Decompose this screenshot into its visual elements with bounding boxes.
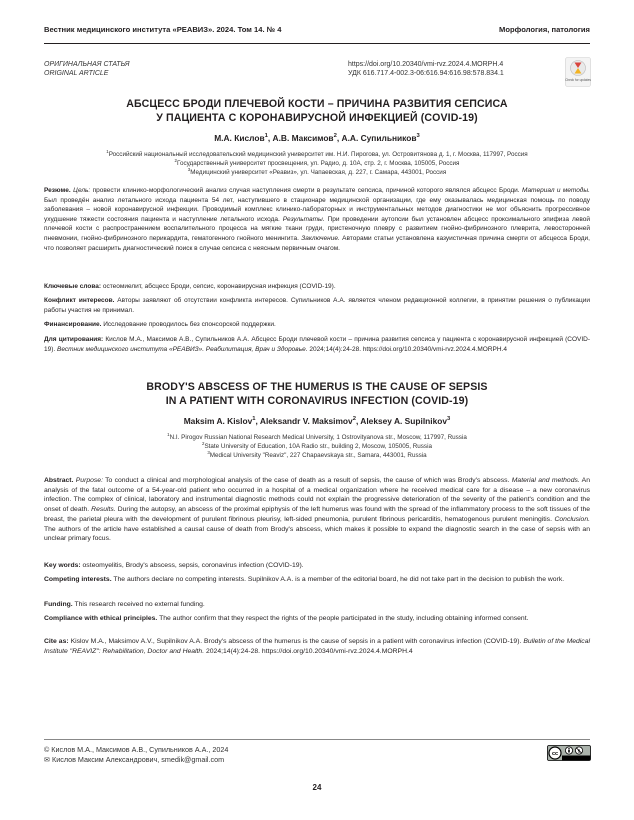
doi-link[interactable]: https://doi.org/10.20340/vmi-rvz.2024.4.MORPH.4 (348, 61, 504, 68)
udc-code: УДК 616.717.4-002.3-06:616.94:616.98:578.834.1 (348, 70, 504, 78)
cc-by-nc-icon[interactable] (547, 745, 591, 761)
author-en-2: Aleksandr V. Maksimov$^2$, (259, 416, 361, 426)
abstract-en-label: Abstract. (44, 477, 74, 484)
abstract-ru-label: Резюме. (44, 187, 71, 194)
title-en-line1: BRODY'S ABSCESS OF THE HUMERUS IS THE CAUSE OF SEPSIS (146, 381, 488, 393)
affiliations-en (44, 431, 590, 460)
author-en-3: Aleksey A. Supilnikov$^3$ (360, 416, 451, 426)
author-en-1: Maksim A. Kislov$^1$, (183, 416, 260, 426)
affiliation-en-1: $^1$N.I. Pirogov Russian National Research Medical University, 1 Ostrovityanova str., Moscow, 117997, Russia (167, 431, 467, 441)
abstract-en: Abstract. Purpose: To conduct a clinical and morphological analysis of the case of death as a result of sepsis, the cause of which was Brody's abscess. Material and methods. An analysis of the fatal outcome of a 54-year-old patient who occurred in a hospital of a medical organization where he received medical care for a disease – a new coronavirus infection. The complex of clinical, laboratory and instrumental diagnostic methods could not explain the progressive deterioration of the severity of the patient's condition and the onset of death. Results. During the autopsy, an abscess of the proximal epiphysis of the left humerus was found with the spread of the inflammatory process to the soft tissues of the breast, the parietal pleura with the development of purulent fibrinous pleurisy, left-sided pneumonia, purulent fibrinous pericarditis, hematogenous purulent meningitis. Conclusion. The authors of the article have established a causal cause of death from Brody's abscess, which makes it possible to expand the diagnostic search in the case of sepsis with an unclear primary focus. (44, 477, 590, 543)
crossmark-label: Check for updates (565, 78, 591, 82)
doi-block (348, 60, 504, 79)
keywords-ru: Ключевые слова: остеомиелит, абсцесс Броди, сепсис, коронавирусная инфекция (COVID-19). (44, 283, 336, 290)
affiliation-en-2: $^2$State University of Education, 10A Radio str., building 2, Moscow, 105005, Russia (202, 440, 432, 450)
affiliation-en-3: $^3$Medical University "Reaviz", 227 Chapaevskaya str., Samara, 443001, Russia (207, 449, 427, 459)
authors-en (44, 416, 590, 426)
header-divider (44, 43, 590, 44)
footer (44, 745, 228, 765)
article-type-ru: ОРИГИНАЛЬНАЯ СТАТЬЯ (44, 61, 130, 68)
abstract-ru: Резюме. Цель: провести клинико-морфологический анализ случая наступления смерти в результате сепсиса, причиной которого являлся абсцесс Броди. Материал и методы. Был проведён анализ летального исхода пациента 54 лет, наступившего в стационаре медицинской организации, где ему оказывалась медицинская помощь по поводу заболевания – новой коронавирусной инфекции. Проводимый комплекс клинико-лабораторных и инструментальных методов диагностики не мог объяснить прогрессивное ухудшение тяжести состояния пациента и наступление летального исхода. Результаты. При проведении аутопсии был установлен абсцесс проксимального эпифиза левой плечевой кости с распространением воспалительного процесса на мягкие ткани груди, пристеночную плевру с развитием гнойно-фибринозного плеврита, левосторонней пневмонии, гнойно-фибринозного перикардита, гематогенного гнойного менингита. Заключение. Авторами статьи установлена казуистичная причина смерти от абсцесса Броди, что позволяет расширить диагностический поиск в случае сепсиса с неясным первичным очагом. (44, 187, 590, 252)
funding-ru: Финансирование. Исследование проводилось без спонсорской поддержки. (44, 321, 276, 328)
contact-email[interactable]: ✉ Кислов Максим Александрович, smedik@gmail.com (44, 755, 225, 764)
funding-en: Funding. This research received no external funding. (44, 601, 205, 608)
citation-ru: Для цитирования: Кислов М.А., Максимов А.В., Супильников А.А. Абсцесс Броди плечевой кости – причина развития сепсиса у пациента с коронавирусной инфекцией (COVID-19). Вестник медицинского института «РЕАВИЗ». Реабилитация, Врач и Здоровье. 2024;14(4):24-28. https://doi.org/10.20340/vmi-rvz.2024.4.MORPH.4 (44, 336, 591, 353)
copyright: © Кислов М.А., Максимов А.В., Супильников А.А., 2024 (44, 745, 229, 754)
affiliation-ru-3: $^3$Медицинский университет «Реавиз», ул. Чапаевская, д. 227, г. Самара, 443001, Россия (187, 166, 447, 176)
journal-name: Вестник медицинского института «РЕАВИЗ». 2024. Том 14. № 4 (44, 25, 282, 34)
author-ru-2: А.В. Максимов$^2$, (272, 133, 342, 143)
title-en (44, 380, 590, 408)
keywords-en: Key words: osteomyelitis, Brody's abscess, sepsis, coronavirus infection (COVID-19). (44, 562, 304, 569)
affiliations-ru (44, 148, 590, 177)
conflict-ru: Конфликт интересов. Авторы заявляют об отсутствии конфликта интересов. Супильников А.А. является членом редакционной коллегии, в принятии решения о публикации работы участия не принимал. (44, 297, 590, 314)
title-ru-line1: АБСЦЕСС БРОДИ ПЛЕЧЕВОЙ КОСТИ – ПРИЧИНА РАЗВИТИЯ СЕПСИСА (126, 98, 508, 110)
conflict-en: Competing interests. The authors declare no competing interests. Supilnikov A.A. is a member of the editorial board, he did not take part in the decision to publish the work. (44, 576, 565, 583)
article-type-en: ORIGINAL ARTICLE (44, 70, 109, 78)
crossmark-icon[interactable] (565, 57, 591, 87)
title-ru (44, 97, 590, 125)
title-ru-line2: У ПАЦИЕНТА С КОРОНАВИРУСНОЙ ИНФЕКЦИЕЙ (COVID-19) (156, 112, 478, 124)
authors-ru (44, 133, 590, 143)
article-type (44, 60, 130, 79)
title-en-line2: IN A PATIENT WITH CORONAVIRUS INFECTION (COVID-19) (165, 395, 469, 407)
affiliation-ru-2: $^2$Государственный университет просвещения, ул. Радио, д. 10А, стр. 2, г. Москва, 105005, Россия (174, 157, 460, 167)
running-header (44, 25, 590, 39)
footer-divider (44, 739, 590, 740)
author-ru-3: А.А. Супильников$^3$ (341, 133, 420, 143)
svg-text:cc: cc (551, 751, 559, 757)
ethics-en: Compliance with ethical principles. The author confirm that they respect the rights of the people participated in the study, including obtaining informed consent. (44, 615, 529, 622)
affiliation-ru-1: $^1$Российский национальный исследовательский медицинский университет им. Н.И. Пирогова, ул. Островитянова д. 1, г. Москва, 117997, Россия (106, 148, 528, 158)
author-ru-1: М.А. Кислов$^1$, (214, 133, 273, 143)
citation-en: Cite as: Kislov M.A., Maksimov A.V., Supilnikov A.A. Brody's abscess of the humerus is the cause of sepsis in a patient with coronavirus infection (COVID-19). Bulletin of the Medical Institute "REAVIZ": Rehabilitation, Doctor and Health. 2024;14(4):24-28. https://doi.org/10.20340/vmi-rvz.2024.4.MORPH.4 (44, 638, 590, 655)
section-name: Морфология, патология (499, 25, 590, 34)
page-number: 24 (312, 783, 322, 792)
